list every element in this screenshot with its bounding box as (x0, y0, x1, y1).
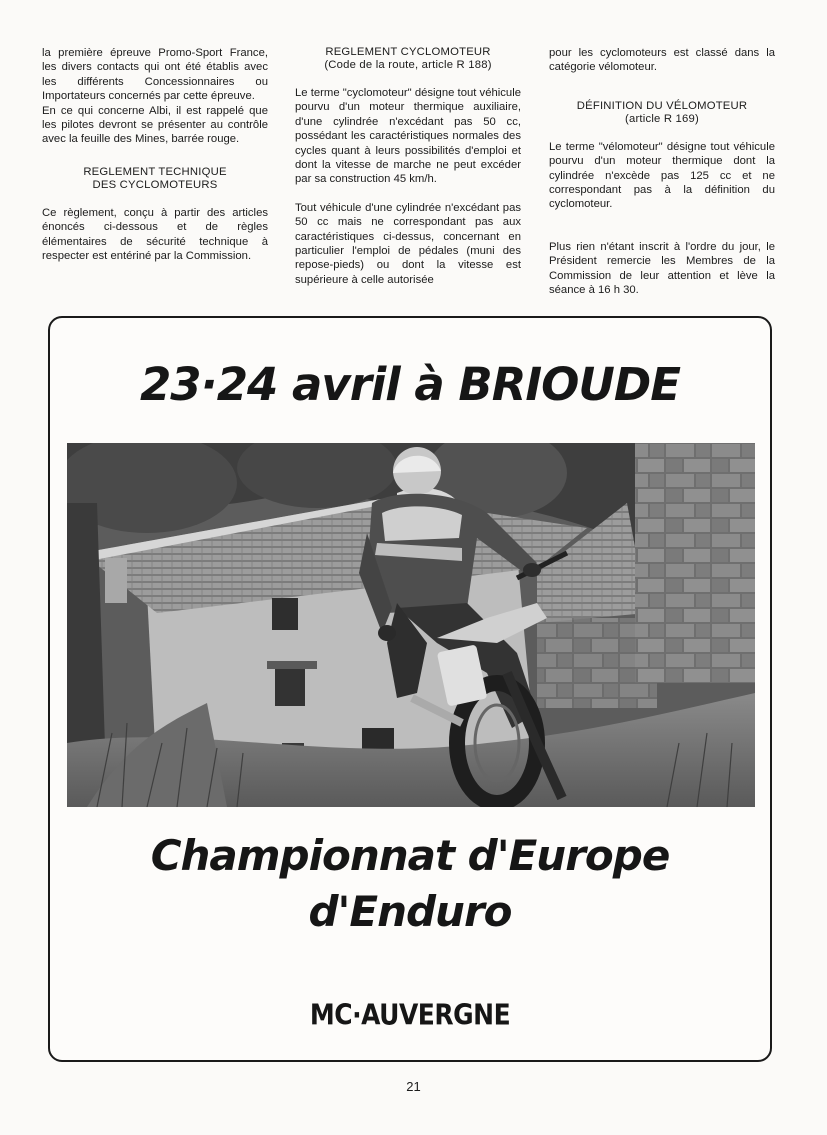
paragraph-categorie: pour les cyclomoteurs est classé dans la catégorie vélomoteur. (549, 47, 775, 74)
paragraph-cyclomoteur-definition: Le terme "cyclomoteur" désigne tout véhicule pourvu d'un moteur thermique auxiliaire, d'une cylindrée n'excédant pas 50 cc, possédant les caractéristiques normales des cycles quant à leurs possibilités d'emploi et dont la vitesse de marche ne peut excéder par sa construction 45 km/h. (295, 87, 521, 186)
heading-line: DÉFINITION DU VÉLOMOTEUR (576, 99, 748, 112)
heading-reglement-technique (42, 166, 268, 192)
column-3 (549, 46, 775, 297)
paragraph-reglement: Ce règlement, conçu à partir des articles énoncés ci-dessous et de règles élémentaires de sécurité technique à respecter est entériné par la Commission. (42, 206, 268, 263)
advert-subtitle-line1: Championnat d'Europe (150, 831, 670, 880)
paragraph-vehicule-cylindree: Tout véhicule d'une cylindrée n'excédant pas 50 cc mais ne correspondant pas aux caractéristiques ci-dessus, concernant en particulier l'emploi de pédales (muni des repose-pieds) ou dont la vitesse est supérieure à celle autorisée (295, 201, 521, 286)
enduro-rider-photo (67, 443, 755, 807)
article-columns (42, 46, 777, 296)
heading-subline: (Code de la route, article R 188) (324, 59, 492, 71)
column-2 (295, 46, 521, 287)
column-1 (42, 46, 268, 263)
paragraph-albi: En ce qui concerne Albi, il est rappelé que les pilotes devront se présenter au contrôle avec la feuille des Mines, barrée rouge. (42, 104, 268, 146)
advert-organizer: MC·AUVERGNE (309, 997, 511, 1032)
enduro-advert (48, 316, 772, 1062)
advert-subtitle (50, 828, 770, 940)
paragraph-cloture-seance: Plus rien n'étant inscrit à l'ordre du jour, le Président remercie les Membres de la Commission de leur attention et lève la séance à 16 h 30. (549, 240, 775, 297)
advert-title: 23·24 avril à BRIOUDE (139, 358, 681, 411)
page-number: 21 (406, 1079, 421, 1094)
heading-subline: (article R 169) (625, 112, 699, 125)
heading-line: REGLEMENT TECHNIQUE (83, 165, 227, 178)
heading-reglement-cyclomoteur (295, 46, 521, 72)
advert-subtitle-line2: d'Enduro (308, 887, 512, 936)
paragraph-velomoteur-definition: Le terme "vélomoteur" désigne tout véhicule pourvu d'un moteur thermique dont la cylindrée n'excède pas 125 cc et ne correspondant pas à la définition du cyclomoteur. (549, 140, 775, 211)
paragraph-promo-sport: la première épreuve Promo-Sport France, les divers contacts qui ont été établis avec les différents Concessionnaires ou Importateurs concernés par cette épreuve. (42, 47, 268, 103)
heading-definition-velomoteur (549, 100, 775, 126)
heading-line: DES CYCLOMOTEURS (92, 178, 218, 191)
heading-line: REGLEMENT CYCLOMOTEUR (325, 46, 491, 58)
